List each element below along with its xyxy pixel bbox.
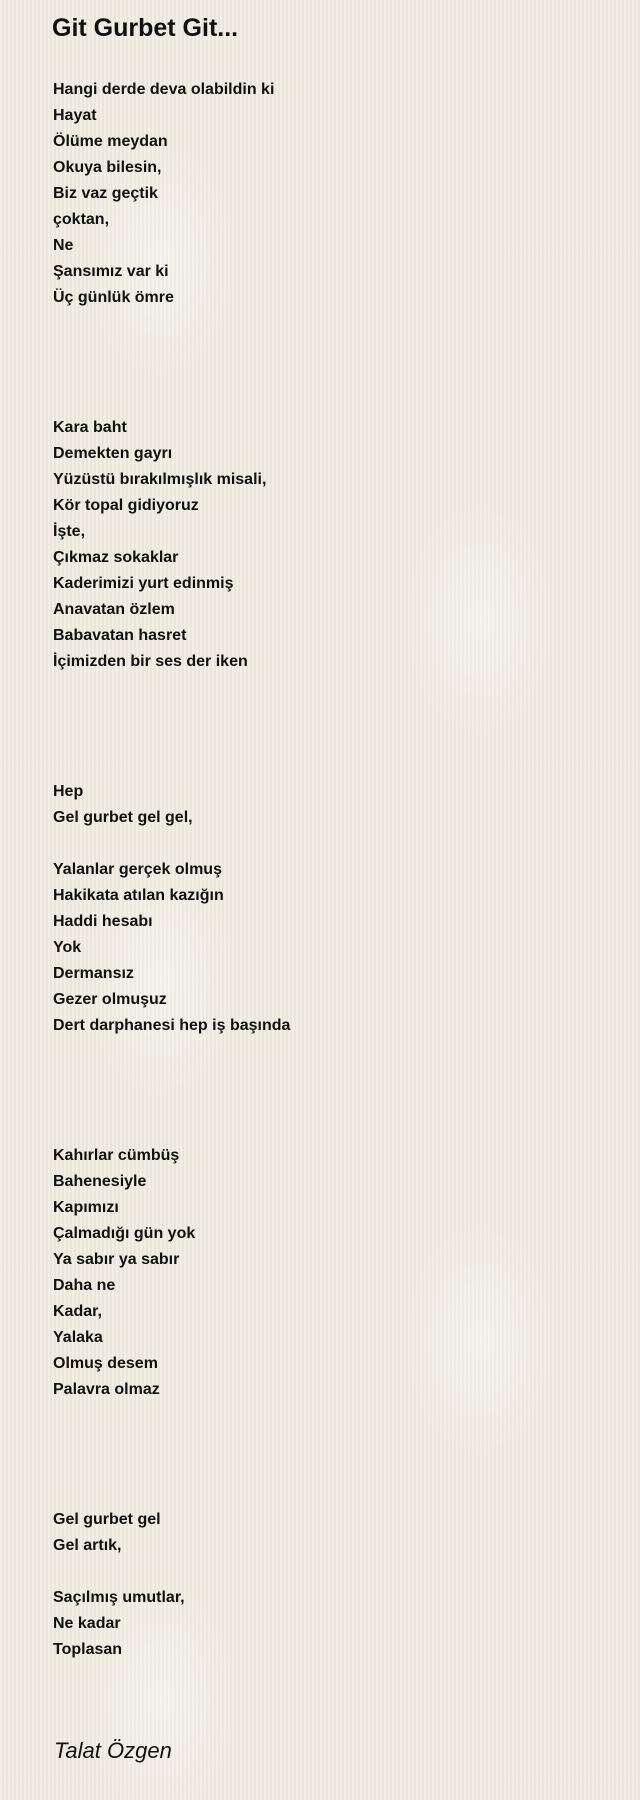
stanza-gap: [53, 1403, 613, 1429]
poem-line: Dert darphanesi hep iş başında: [53, 1017, 291, 1034]
stanza-gap: [53, 363, 613, 389]
poem-line: Hangi derde deva olabildin ki: [53, 81, 275, 98]
stanza-gap: [53, 1455, 613, 1481]
stanza-gap: [53, 1481, 613, 1507]
poem-line: Yalaka: [53, 1329, 103, 1346]
stanza-gap: [53, 1039, 613, 1065]
poem-line: Kadar,: [53, 1303, 102, 1320]
stanza-gap: [53, 389, 613, 415]
poem-line: Ya sabır ya sabır: [53, 1251, 180, 1268]
poem-line: Gel gurbet gel: [53, 1511, 161, 1528]
poem-line: Ölüme meydan: [53, 133, 168, 150]
poem-line: Ne: [53, 237, 74, 254]
poem-line: Bahenesiyle: [53, 1173, 147, 1190]
poem-line: Biz vaz geçtik: [53, 185, 158, 202]
stanza-gap: [53, 727, 613, 753]
poem-line: Okuya bilesin,: [53, 159, 162, 176]
stanza-gap: [53, 675, 613, 701]
poem-title: Git Gurbet Git...: [52, 14, 239, 42]
poem-line: Çıkmaz sokaklar: [53, 549, 179, 566]
poem-line: Olmuş desem: [53, 1355, 158, 1372]
stanza-gap: [53, 1091, 613, 1117]
poem-line: Yüzüstü bırakılmışlık misali,: [53, 471, 267, 488]
poem-line: Kara baht: [53, 419, 127, 436]
poem-line: çoktan,: [53, 211, 110, 228]
poem-line: Palavra olmaz: [53, 1381, 160, 1398]
poem-body: [53, 77, 613, 1663]
poem-line: Hep: [53, 783, 84, 800]
poem-line: Kahırlar cümbüş: [53, 1147, 180, 1164]
poem-line: Ne kadar: [53, 1615, 121, 1632]
stanza-gap: [53, 701, 613, 727]
poem-line: Anavatan özlem: [53, 601, 175, 618]
poem-author: Talat Özgen: [54, 1738, 172, 1763]
poem-line: Hayat: [53, 107, 97, 124]
poem-line: Babavatan hasret: [53, 627, 187, 644]
poem-line: Kör topal gidiyoruz: [53, 497, 199, 514]
poem-line: İçimizden bir ses der iken: [53, 653, 248, 670]
poem-line: Gel gurbet gel gel,: [53, 809, 193, 826]
stanza-gap: [53, 753, 613, 779]
poem-line: Üç günlük ömre: [53, 289, 174, 306]
poem-line: İşte,: [53, 523, 86, 540]
poem-line: Toplasan: [53, 1641, 123, 1658]
poem-line: Dermansız: [53, 965, 134, 982]
poem-line: Gel artık,: [53, 1537, 122, 1554]
poem-line: Hakikata atılan kazığın: [53, 887, 224, 904]
poem-line: Kaderimizi yurt edinmiş: [53, 575, 234, 592]
poem-line: Haddi hesabı: [53, 913, 153, 930]
poem-line: Çalmadığı gün yok: [53, 1225, 196, 1242]
poem-line: Daha ne: [53, 1277, 116, 1294]
stanza-gap: [53, 831, 613, 857]
poem-line: Kapımızı: [53, 1199, 119, 1216]
poem-line: Yalanlar gerçek olmuş: [53, 861, 222, 878]
stanza-gap: [53, 337, 613, 363]
stanza-gap: [53, 1117, 613, 1143]
poem-line: Saçılmış umutlar,: [53, 1589, 185, 1606]
stanza-gap: [53, 1559, 613, 1585]
poem-line: Gezer olmuşuz: [53, 991, 167, 1008]
stanza-gap: [53, 1065, 613, 1091]
stanza-gap: [53, 311, 613, 337]
poem-line: Yok: [53, 939, 82, 956]
poem-line: Şansımız var ki: [53, 263, 169, 280]
poem-line: Demekten gayrı: [53, 445, 173, 462]
stanza-gap: [53, 1429, 613, 1455]
